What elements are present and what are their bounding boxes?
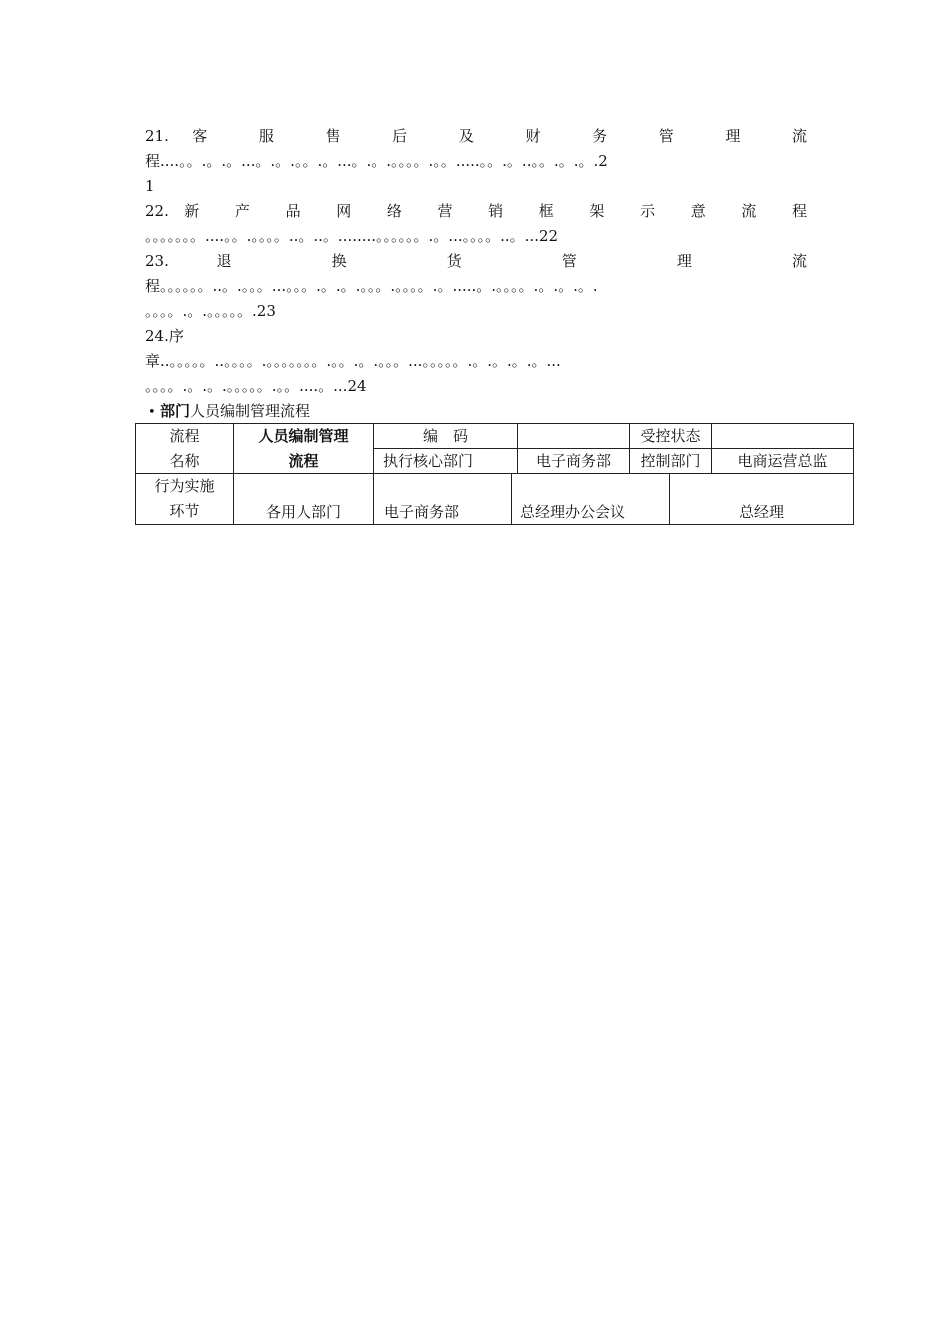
control-dept-value: 电商运营总监 [711, 448, 854, 474]
toc-entry-leader: 章..。。。。。..。。。。.。。。。。。。.。。.。.。。。...。。。。。.。.。.。.。... [145, 352, 561, 370]
exec-dept-label: 执行核心部门 [373, 448, 518, 474]
stage-cell: 各用人部门 [233, 473, 374, 525]
toc-entry-leader: 程。。。。。。..。.。。。...。。。.。.。.。。。.。。。。.。.....。.。。。。.。.。.。. [145, 277, 598, 295]
toc-entry-page: 。。。。.。.。。。。。.23 [145, 302, 276, 320]
process-name-value-cell [233, 423, 374, 474]
toc-entry-title: 23.退 换 货 管 理 流 [145, 252, 807, 270]
exec-dept-value: 电子商务部 [517, 448, 630, 474]
process-name-label-cell [135, 423, 234, 474]
stage-cell: 总经理办公会议 [511, 473, 670, 525]
toc-entry-title: 22.新 产 品 网 络 营 销 框 架 示 意 流 程 [145, 202, 807, 220]
bullet-icon: • [148, 405, 156, 420]
process-name-value-1: 人员编制管理 [258, 427, 349, 445]
stage-label-2: 环节 [169, 502, 200, 520]
control-status-value[interactable] [711, 423, 854, 449]
toc-entry-page: 。。。。.。.。.。。。。。.。。....。...24 [145, 377, 367, 395]
toc-entry-23[interactable] [145, 249, 807, 324]
stage-label-cell [135, 473, 234, 525]
code-value[interactable] [517, 423, 630, 449]
section-heading-rest: 人员编制管理流程 [190, 402, 311, 420]
control-dept-label: 控制部门 [629, 448, 712, 474]
toc-entry-21[interactable] [145, 124, 807, 199]
toc-entry-leader: 。。。。。。。....。。.。。。。..。..。........。。。。。。.。...。。。。..。...22 [145, 227, 559, 245]
toc-entry-leader: 程....。。.。.。...。.。.。。.。...。.。.。。。。.。。.....。。.。..。。.。.。.2 [145, 152, 608, 170]
section-heading-bold: 部门 [160, 402, 191, 420]
toc-entry-24[interactable] [145, 324, 807, 399]
stage-label-1: 行为实施 [154, 477, 215, 495]
section-heading [148, 400, 310, 422]
process-name-label-2: 名称 [169, 452, 200, 470]
control-status-label: 受控状态 [629, 423, 712, 449]
process-table [135, 423, 854, 525]
stage-cell: 总经理 [669, 473, 854, 525]
toc-entry-title: 24.序 [145, 327, 184, 345]
stage-cell: 电子商务部 [373, 473, 512, 525]
toc-entry-22[interactable] [145, 199, 807, 249]
toc-entry-page: 1 [145, 177, 155, 195]
table-of-contents [145, 124, 807, 399]
process-name-value-2: 流程 [288, 452, 319, 470]
code-label: 编 码 [373, 423, 518, 449]
toc-entry-title: 21.客 服 售 后 及 财 务 管 理 流 [145, 127, 807, 145]
process-name-label-1: 流程 [169, 427, 200, 445]
